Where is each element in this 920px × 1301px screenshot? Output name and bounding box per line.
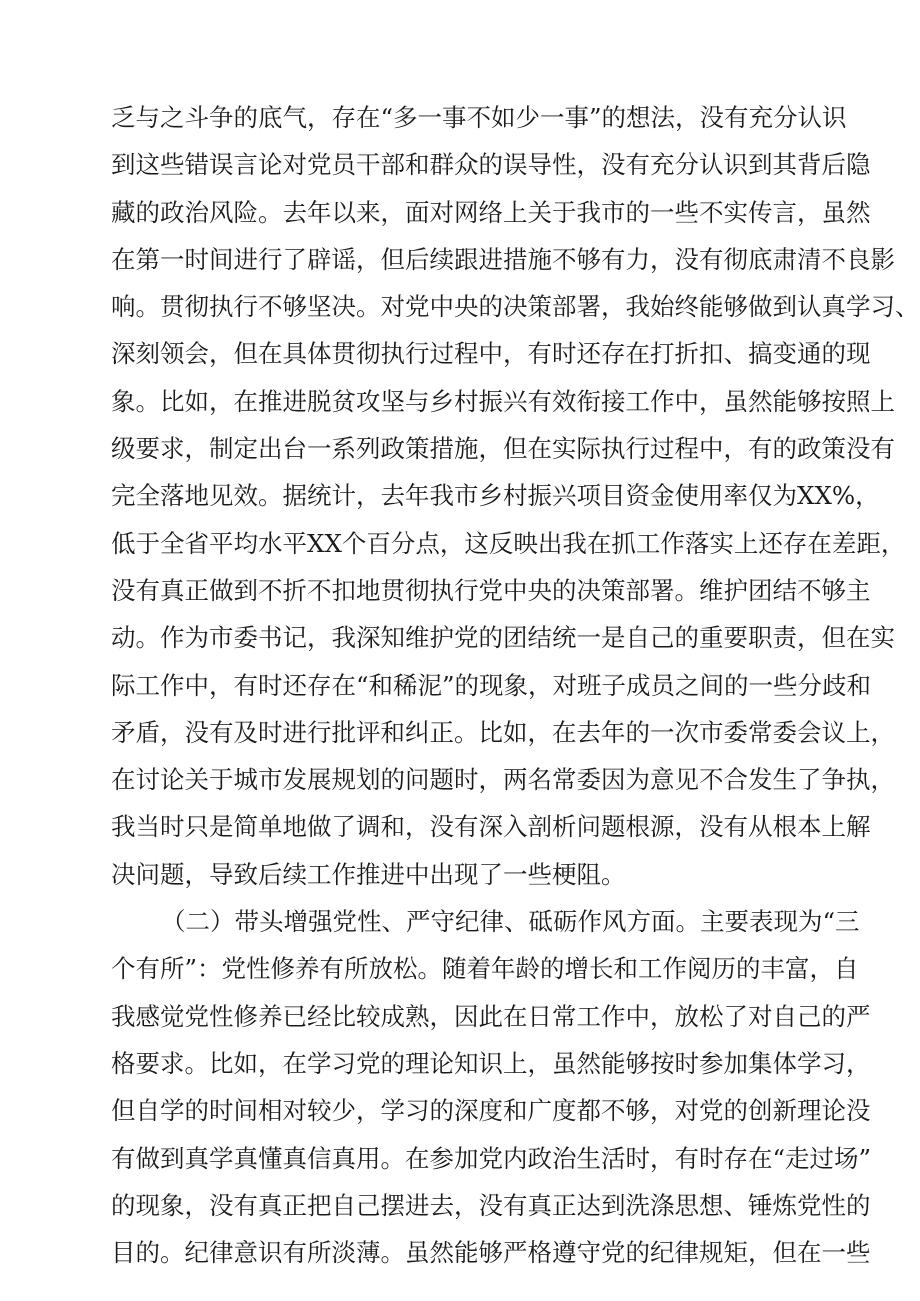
text-line: 没有真正做到不折不扣地贯彻执行党中央的决策部署。维护团结不够主 bbox=[111, 575, 871, 605]
text-line: 我感觉党性修养已经比较成熟，因此在日常工作中，放松了对自己的严 bbox=[111, 1001, 871, 1031]
text-line: 乏与之斗争的底气，存在“多一事不如少一事”的想法，没有充分认识 bbox=[111, 103, 847, 132]
text-line: 矛盾，没有及时进行批评和纠正。比如，在去年的一次市委常委会议上， bbox=[111, 717, 895, 747]
text-line: 深刻领会，但在具体贯彻执行过程中，有时还存在打折扣、搞变通的现 bbox=[111, 339, 871, 369]
text-line-paragraph-end: 决问题，导致后续工作推进中出现了一些梗阻。 bbox=[111, 859, 626, 889]
text-line: 在讨论关于城市发展规划的问题时，两名常委因为意见不合发生了争执， bbox=[111, 765, 895, 795]
body-text bbox=[111, 94, 920, 1276]
text-line: 在第一时间进行了辟谣，但后续跟进措施不够有力，没有彻底肃清不良影 bbox=[111, 244, 895, 274]
text-line: 低于全省平均水平XX个百分点，这反映出我在抓工作落实上还存在差距， bbox=[111, 528, 906, 558]
text-line: 藏的政治风险。去年以来，面对网络上关于我市的一些不实传言，虽然 bbox=[111, 197, 871, 227]
text-line: 的现象，没有真正把自己摆进去，没有真正达到洗涤思想、锤炼党性的 bbox=[111, 1190, 871, 1220]
text-line: 级要求，制定出台一系列政策措施，但在实际执行过程中，有的政策没有 bbox=[111, 434, 895, 464]
text-line: 个有所”：党性修养有所放松。随着年龄的增长和工作阅历的丰富，自 bbox=[111, 954, 859, 984]
text-line: 际工作中，有时还存在“和稀泥”的现象，对班子成员之间的一些分歧和 bbox=[111, 670, 872, 700]
section-heading-line: （二）带头增强党性、严守纪律、砥砺作风方面。主要表现为“三 bbox=[161, 907, 860, 937]
text-line: 象。比如，在推进脱贫攻坚与乡村振兴有效衔接工作中，虽然能够按照上 bbox=[111, 386, 895, 416]
text-line: 格要求。比如，在学习党的理论知识上，虽然能够按时参加集体学习， bbox=[111, 1048, 871, 1078]
text-line: 有做到真学真懂真信真用。在参加党内政治生活时，有时存在“走过场” bbox=[111, 1143, 872, 1173]
text-line: 完全落地见效。据统计，去年我市乡村振兴项目资金使用率仅为XX%， bbox=[111, 481, 880, 511]
text-line: 动。作为市委书记，我深知维护党的团结统一是自己的重要职责，但在实 bbox=[111, 623, 895, 653]
text-line: 我当时只是简单地做了调和，没有深入剖析问题根源，没有从根本上解 bbox=[111, 812, 871, 842]
text-line: 但自学的时间相对较少，学习的深度和广度都不够，对党的创新理论没 bbox=[111, 1096, 871, 1126]
text-line: 目的。纪律意识有所淡薄。虽然能够严格遵守党的纪律规矩，但在一些 bbox=[111, 1238, 871, 1268]
text-line: 到这些错误言论对党员干部和群众的误导性，没有充分认识到其背后隐 bbox=[111, 150, 871, 180]
text-line: 响。贯彻执行不够坚决。对党中央的决策部署，我始终能够做到认真学习、 bbox=[111, 292, 920, 322]
